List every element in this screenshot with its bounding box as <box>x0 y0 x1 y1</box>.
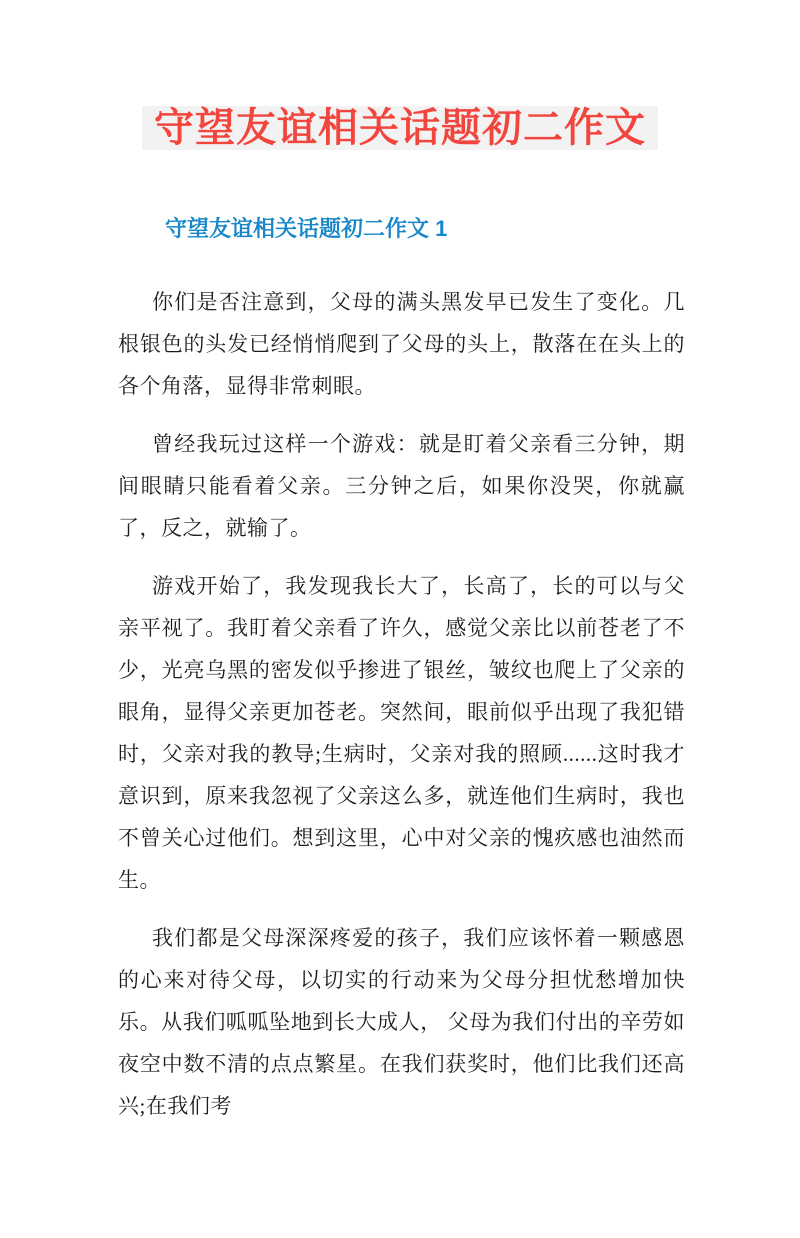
document-page <box>0 106 800 1238</box>
body-paragraph: 游戏开始了，我发现我长大了，长高了，长的可以与父亲平视了。我盯着父亲看了许久，感觉父亲比以前苍老了不少，光亮乌黑的密发似乎掺进了银丝，皱纹也爬上了父亲的眼角，显得父亲更加苍老。突然间，眼前似乎出现了我犯错时，父亲对我的教导;生病时，父亲对我的照顾......这时我才意识到，原来我忽视了父亲这么多，就连他们生病时，我也不曾关心过他们。想到这里，心中对父亲的愧疚感也油然而生。 <box>118 574 685 892</box>
document-body <box>118 281 685 1127</box>
document-title-band <box>142 106 658 150</box>
body-paragraph: 我们都是父母深深疼爱的孩子，我们应该怀着一颗感恩的心来对待父母，以切实的行动来为父母分担忧愁增加快乐。从我们呱呱坠地到长大成人， 父母为我们付出的辛劳如夜空中数不清的点点繁星。在我们获奖时，他们比我们还高兴;在我们考 <box>118 926 685 1118</box>
body-paragraph: 曾经我玩过这样一个游戏：就是盯着父亲看三分钟，期间眼睛只能看着父亲。三分钟之后，如果你没哭，你就赢了，反之，就输了。 <box>118 432 685 540</box>
body-paragraph: 你们是否注意到，父母的满头黑发早已发生了变化。几根银色的头发已经悄悄爬到了父母的头上，散落在在头上的各个角落，显得非常刺眼。 <box>118 290 685 398</box>
section-heading: 守望友谊相关话题初二作文 1 <box>165 216 448 241</box>
document-title: 守望友谊相关话题初二作文 <box>154 106 646 150</box>
